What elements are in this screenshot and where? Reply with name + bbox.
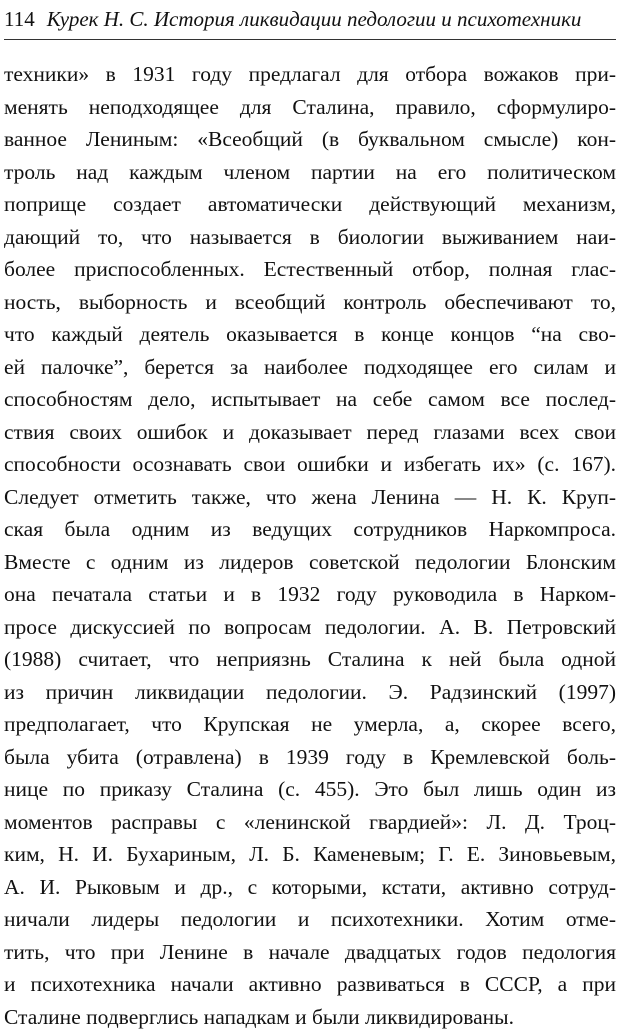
text-line: ствия своих ошибок и доказывает перед глазами всех свои — [4, 416, 616, 449]
text-line: что каждый деятель оказывается в конце концов “на сво- — [4, 318, 616, 351]
running-header — [4, 0, 616, 38]
text-line: тить, что при Ленине в начале двадцатых годов педология — [4, 936, 616, 969]
text-line: ская была одним из ведущих сотрудников Наркомпроса. — [4, 513, 616, 546]
text-line: менять неподходящее для Сталина, правило, сформулиро- — [4, 91, 616, 124]
text-line: Вместе с одним из лидеров советской педологии Блонским — [4, 546, 616, 579]
text-line: она печатала статьи и в 1932 году руководила в Нарком- — [4, 578, 616, 611]
text-line: более приспособленных. Естественный отбор, полная глас- — [4, 253, 616, 286]
text-line: способностям дело, испытывает на себе самом все послед- — [4, 383, 616, 416]
text-line: троль над каждым членом партии на его политическом — [4, 156, 616, 189]
header-rule — [4, 39, 616, 40]
text-line: Сталине подверглись нападкам и были ликвидированы. — [4, 1001, 616, 1033]
text-line: нице по приказу Сталина (с. 455). Это был лишь один из — [4, 773, 616, 806]
text-line: ей палочке”, берется за наиболее подходящее его силам и — [4, 351, 616, 384]
text-line: ничали лидеры педологии и психотехники. Хотим отме- — [4, 903, 616, 936]
text-line: (1988) считает, что неприязнь Сталина к ней была одной — [4, 643, 616, 676]
text-line: техники» в 1931 году предлагал для отбора вожаков при- — [4, 58, 616, 91]
body-text — [4, 58, 616, 1033]
text-line: была убита (отравлена) в 1939 году в Кремлевской боль- — [4, 741, 616, 774]
text-line: дающий то, что называется в биологии выживанием наи- — [4, 221, 616, 254]
page-number: 114 — [4, 7, 35, 31]
text-line: ким, Н. И. Бухариным, Л. Б. Каменевым; Г. Е. Зиновьевым, — [4, 838, 616, 871]
text-line: способности осознавать свои ошибки и избегать их» (с. 167). — [4, 448, 616, 481]
text-line: моментов расправы с «ленинской гвардией»: Л. Д. Троц- — [4, 806, 616, 839]
text-line: предполагает, что Крупская не умерла, а, скорее всего, — [4, 708, 616, 741]
running-title: Курек Н. С. История ликвидации педологии и психотехники — [47, 7, 582, 31]
text-line: из причин ликвидации педологии. Э. Радзинский (1997) — [4, 676, 616, 709]
text-line: ванное Лениным: «Всеобщий (в буквальном смысле) кон- — [4, 123, 616, 156]
text-line: поприще создает автоматически действующий механизм, — [4, 188, 616, 221]
text-line: и психотехника начали активно развиваться в СССР, а при — [4, 968, 616, 1001]
text-line: просе дискуссией по вопросам педологии. А. В. Петровский — [4, 611, 616, 644]
text-line: ность, выборность и всеобщий контроль обеспечивают то, — [4, 286, 616, 319]
text-line: А. И. Рыковым и др., с которыми, кстати, активно сотруд- — [4, 871, 616, 904]
text-line: Следует отметить также, что жена Ленина — Н. К. Круп- — [4, 481, 616, 514]
